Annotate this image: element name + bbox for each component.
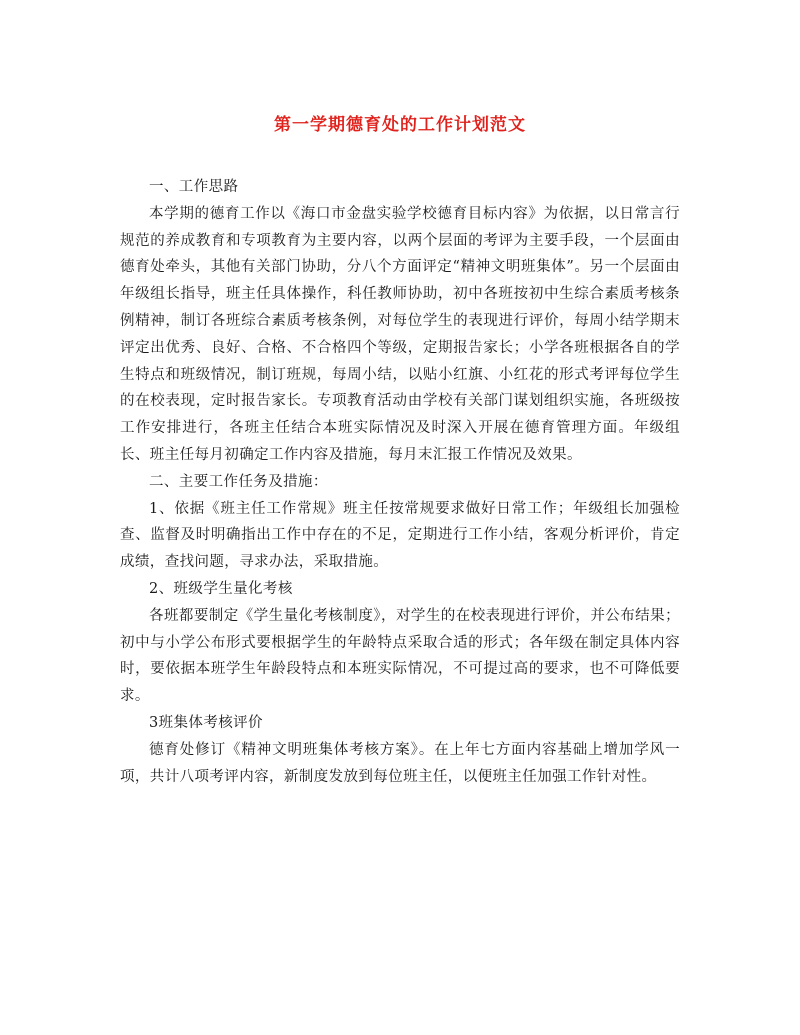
paragraph-class-assessment: 各班都要制定《学生量化考核制度》，对学生的在校表现进行评价，并公布结果；初中与小学公布形式要根据学生的年龄特点采取合适的形式；各年级在制定具体内容时，要依据本班学生年龄段特点和本班实际情况，不可提过高的要求，也不可降低要求。: [120, 607, 680, 705]
paragraph-collective-evaluation: 德育处修订《精神文明班集体考核方案》。在上年七方面内容基础上增加学风一项，共计八项考评内容，新制度发放到每位班主任，以便班主任加强工作针对性。: [120, 741, 680, 785]
subheading-class-assessment: 2、班级学生量化考核: [149, 580, 293, 597]
document-page: [120, 0, 680, 1035]
section-heading-work-approach: 一、工作思路: [149, 179, 239, 195]
paragraph-work-approach: 本学期的德育工作以《海口市金盘实验学校德育目标内容》为依据，以日常言行规范的养成教育和专项教育为主要内容，以两个层面的考评为主要手段，一个层面由德育处牵头，其他有关部门协助，分八个方面评定“精神文明班集体”。另一个层面由年级组长指导，班主任具体操作，科任教师协助，初中各班按初中生综合素质考核条例精神，制订各班综合素质考核条例，对每位学生的表现进行评价，每周小结学期末评定出优秀、良好、合格、不合格四个等级，定期报告家长；小学各班根据各自的学生特点和班级情况，制订班规，每周小结，以贴小红旗、小红花的形式考评每位学生的在校表现，定时报告家长。专项教育活动由学校有关部门谋划组织实施，各班级按工作安排进行，各班主任结合本班实际情况及时深入开展在德育管理方面。年级组长、班主任每月初确定工作内容及措施，每月末汇报工作情况及效果。: [120, 205, 680, 463]
paragraph-task-1: 1、依据《班主任工作常规》班主任按常规要求做好日常工作；年级组长加强检查、监督及时明确指出工作中存在的不足，定期进行工作小结，客观分析评价，肯定成绩，查找问题，寻求办法，采取措施。: [120, 500, 680, 571]
section-heading-main-tasks: 二、主要工作任务及措施：: [149, 473, 328, 490]
subheading-collective-evaluation: 3班集体考核评价: [149, 714, 263, 731]
document-title: 第一学期德育处的工作计划范文: [274, 115, 526, 135]
document-body: [120, 174, 680, 790]
